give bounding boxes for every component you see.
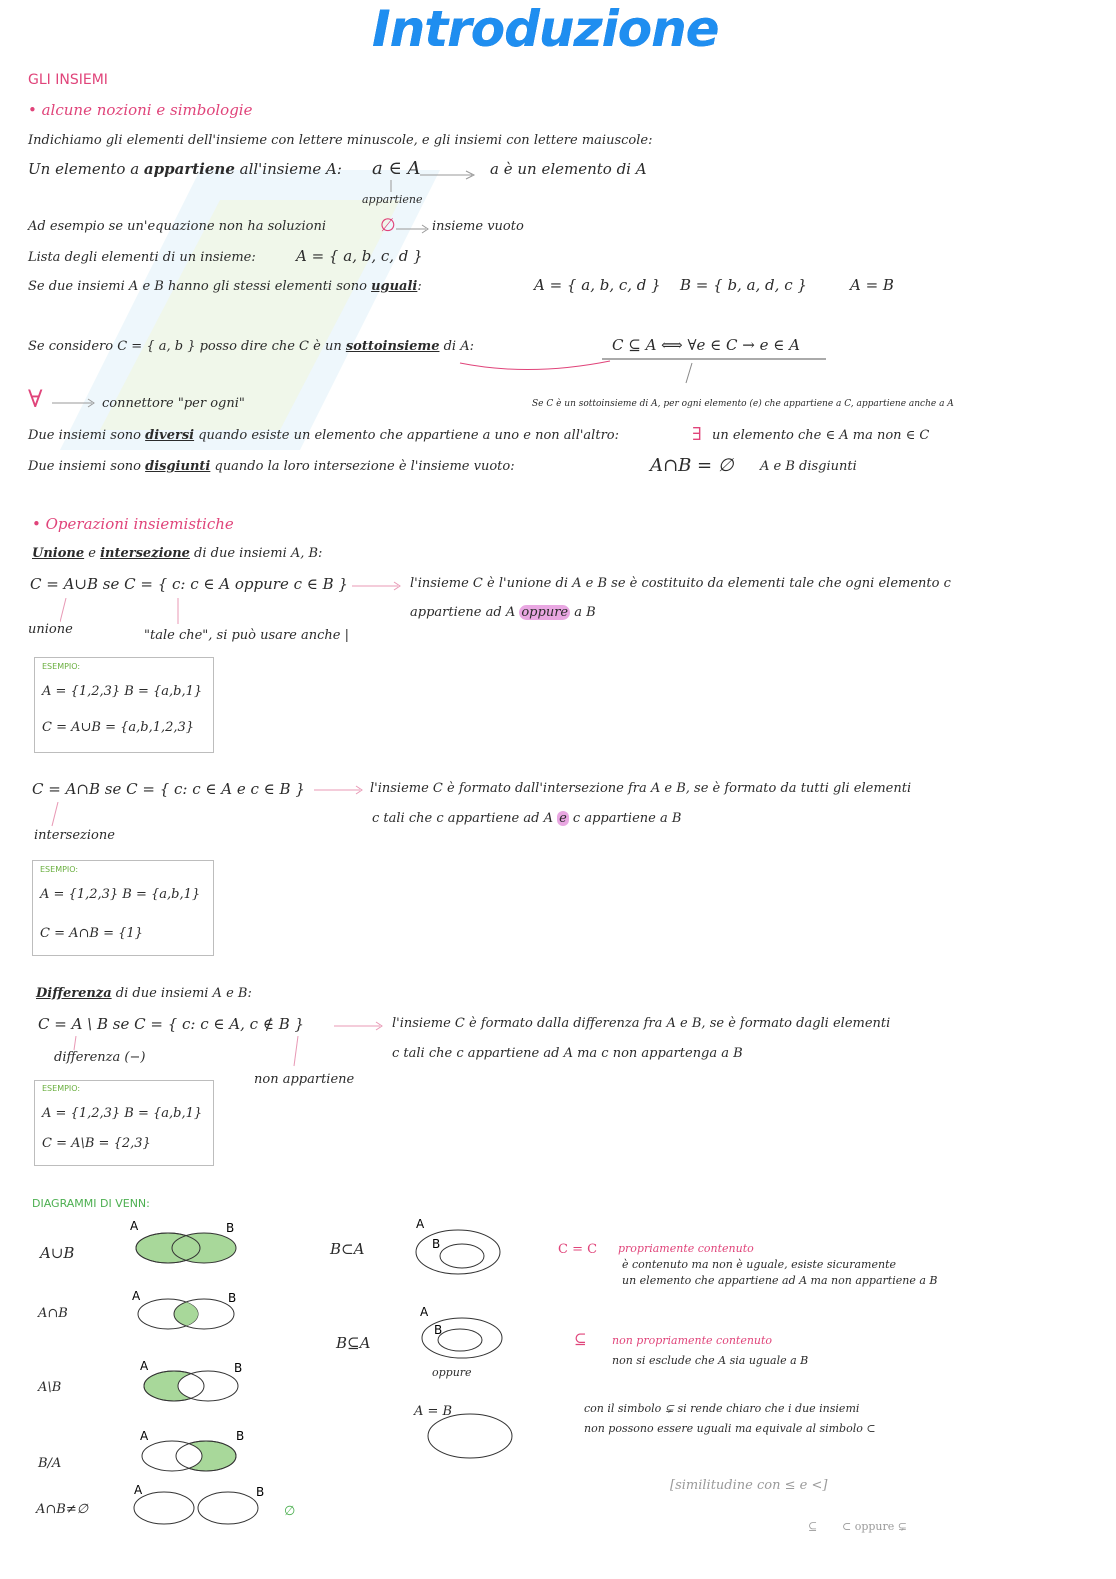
forall-symbol: ∀ xyxy=(28,385,43,413)
empty-set-symbol: ∅ xyxy=(380,215,396,236)
difference-heading: Differenza di due insiemi A e B: xyxy=(36,986,252,1001)
strict-subset-desc-1: è contenuto ma non è uguale, esiste sicuramente xyxy=(622,1258,897,1271)
arrow-icon xyxy=(52,397,102,409)
svg-text:B: B xyxy=(226,1221,235,1235)
line-9: Due insiemi sono disgiunti quando la loro intersezione è l'insieme vuoto: xyxy=(28,459,515,474)
strict-subset-title: propriamente contenuto xyxy=(618,1242,754,1255)
intersection-example-box xyxy=(32,860,214,956)
exists-symbol: ∃ xyxy=(692,424,702,445)
line-2: Un elemento a appartiene all'insieme A: xyxy=(28,160,342,178)
venn-subset-strict-label: B⊂A xyxy=(330,1240,365,1258)
section-insiemi: GLI INSIEMI xyxy=(28,72,108,88)
svg-text:B: B xyxy=(236,1429,245,1443)
difference-explanation-1: l'insieme C è formato dalla differenza fra A e B, se è formato dagli elementi xyxy=(392,1016,891,1031)
line-2-desc: a è un elemento di A xyxy=(490,160,647,178)
section-venn: DIAGRAMMI DI VENN: xyxy=(32,1197,150,1210)
line-2-symbol: a ∈ A xyxy=(372,158,421,179)
line-4: Lista degli elementi di un insieme: xyxy=(28,250,256,265)
venn-note-1: con il simbolo ⊊ si rende chiaro che i due insiemi xyxy=(584,1402,860,1415)
line-1: Indichiamo gli elementi dell'insieme con lettere minuscole, e gli insiemi con lettere maiuscole: xyxy=(28,133,653,148)
arrow-icon xyxy=(334,1020,388,1032)
union-note: "tale che", si può usare anche | xyxy=(144,628,349,643)
arrow-icon xyxy=(314,784,368,796)
subset-symbol: ⊆ xyxy=(574,1330,587,1348)
line-7: connettore "per ogni" xyxy=(102,396,245,411)
similitude-a: ⊆ xyxy=(808,1520,818,1533)
difference-example-label: ESEMPIO: xyxy=(42,1084,81,1093)
union-example-2: C = A∪B = {a,b,1,2,3} xyxy=(42,720,195,735)
svg-text:A: A xyxy=(132,1289,141,1303)
subset-underline xyxy=(440,355,840,385)
arrow-down-icon xyxy=(42,802,72,828)
line-7-note: Se C è un sottoinsieme di A, per ogni elemento (e) che appartiene a C, appartiene anche a A xyxy=(532,399,954,409)
line-8-desc: un elemento che ∈ A ma non ∈ C xyxy=(712,428,930,443)
svg-text:A: A xyxy=(420,1305,429,1319)
union-explanation-1: l'insieme C è l'unione di A e B se è costituito da elementi tale che ogni elemento c xyxy=(410,576,951,591)
svg-text:A: A xyxy=(140,1429,149,1443)
venn-diagrams xyxy=(120,1214,290,1534)
line-4-set: A = { a, b, c, d } xyxy=(296,247,423,265)
svg-text:A: A xyxy=(130,1219,139,1233)
line-8: Due insiemi sono diversi quando esiste un elemento che appartiene a uno e non all'altro: xyxy=(28,428,619,443)
intersection-example-label: ESEMPIO: xyxy=(40,865,79,874)
subset-title: non propriamente contenuto xyxy=(612,1334,773,1347)
intersection-definition: C = A∩B se C = { c: c ∈ A e c ∈ B } xyxy=(32,780,305,798)
svg-text:B: B xyxy=(256,1485,265,1499)
svg-text:B: B xyxy=(228,1291,237,1305)
union-example-box xyxy=(34,657,214,753)
svg-text:B: B xyxy=(234,1361,243,1375)
svg-text:A: A xyxy=(416,1217,425,1231)
difference-note: non appartiene xyxy=(254,1072,355,1087)
similitude-note: [similitudine con ≤ e <] xyxy=(670,1478,828,1493)
svg-text:A: A xyxy=(134,1483,143,1497)
intersection-explanation-2: c tali che c appartiene ad A e c appartiene a B xyxy=(372,811,682,826)
difference-explanation-2: c tali che c appartiene ad A ma c non appartenga a B xyxy=(392,1046,743,1061)
union-example-label: ESEMPIO: xyxy=(42,662,81,671)
union-explanation-2: appartiene ad A oppure a B xyxy=(410,605,596,620)
difference-label: differenza (−) xyxy=(54,1050,146,1065)
venn-label-intersection: A∩B xyxy=(38,1306,68,1321)
union-heading: Unione e intersezione di due insiemi A, B: xyxy=(32,546,323,561)
line-6: Se considero C = { a, b } posso dire che C è un sottoinsieme di A: xyxy=(28,339,474,354)
union-label: unione xyxy=(28,622,73,637)
arrow-icon xyxy=(396,223,436,235)
arrows-down xyxy=(60,598,200,628)
section-nozioni: • alcune nozioni e simbologie xyxy=(28,101,253,119)
intersection-label: intersezione xyxy=(34,828,115,843)
difference-example-1: A = {1,2,3} B = {a,b,1} xyxy=(42,1106,203,1121)
arrow-icon xyxy=(352,580,406,592)
arrow-icon xyxy=(420,168,480,182)
difference-definition: C = A \ B se C = { c: c ∈ A, c ∉ B } xyxy=(38,1015,305,1033)
section-operazioni: • Operazioni insiemistiche xyxy=(32,515,234,533)
intersection-example-1: A = {1,2,3} B = {a,b,1} xyxy=(40,887,201,902)
line-3: Ad esempio se un'equazione non ha soluzioni xyxy=(28,219,327,234)
intersection-explanation-1: l'insieme C è formato dall'intersezione fra A e B, se è formato da tutti gli elementi xyxy=(370,781,912,796)
subset-definition: C ⊆ A ⟺ ∀e ∈ C → e ∈ A xyxy=(612,336,800,354)
venn-subset-diagrams xyxy=(410,1214,520,1474)
line-5-set-b: B = { b, a, d, c } xyxy=(680,276,807,294)
venn-label-union: A∪B xyxy=(40,1244,75,1262)
venn-label-a-minus-b: A\B xyxy=(38,1380,62,1395)
line-3-desc: insieme vuoto xyxy=(432,219,524,234)
subset-desc: non si esclude che A sia uguale a B xyxy=(612,1354,809,1367)
venn-equal-label: A = B xyxy=(414,1404,453,1419)
union-example-1: A = {1,2,3} B = {a,b,1} xyxy=(42,684,203,699)
svg-text:B: B xyxy=(432,1237,441,1251)
line-9-formula: A∩B = ∅ xyxy=(650,455,734,476)
line-5: Se due insiemi A e B hanno gli stessi elementi sono uguali: xyxy=(28,279,422,294)
svg-text:B: B xyxy=(434,1323,443,1337)
venn-label-b-minus-a: B/A xyxy=(38,1456,62,1471)
svg-text:A: A xyxy=(140,1359,149,1373)
difference-example-2: C = A\B = {2,3} xyxy=(42,1136,151,1151)
venn-oppure: oppure xyxy=(432,1366,472,1379)
strict-subset-symbol: C = C xyxy=(558,1242,598,1257)
union-definition: C = A∪B se C = { c: c ∈ A oppure c ∈ B } xyxy=(30,575,348,593)
line-2-note: appartiene xyxy=(362,193,423,206)
line-9-desc: A e B disgiunti xyxy=(760,459,857,474)
venn-label-disjoint: A∩B≠∅ xyxy=(36,1502,89,1517)
intersection-example-2: C = A∩B = {1} xyxy=(40,926,143,941)
strict-subset-desc-2: un elemento che appartiene ad A ma non appartiene a B xyxy=(622,1274,938,1287)
venn-note-2: non possono essere uguali ma equivale al simbolo ⊂ xyxy=(584,1422,876,1435)
line-5-equal: A = B xyxy=(850,276,894,294)
venn-subset-label: B⊆A xyxy=(336,1334,371,1352)
line-5-set-a: A = { a, b, c, d } xyxy=(534,276,661,294)
venn-empty-symbol: ∅ xyxy=(284,1504,296,1519)
similitude-b: ⊂ oppure ⊊ xyxy=(842,1520,907,1533)
page-title: Introduzione xyxy=(372,0,719,58)
